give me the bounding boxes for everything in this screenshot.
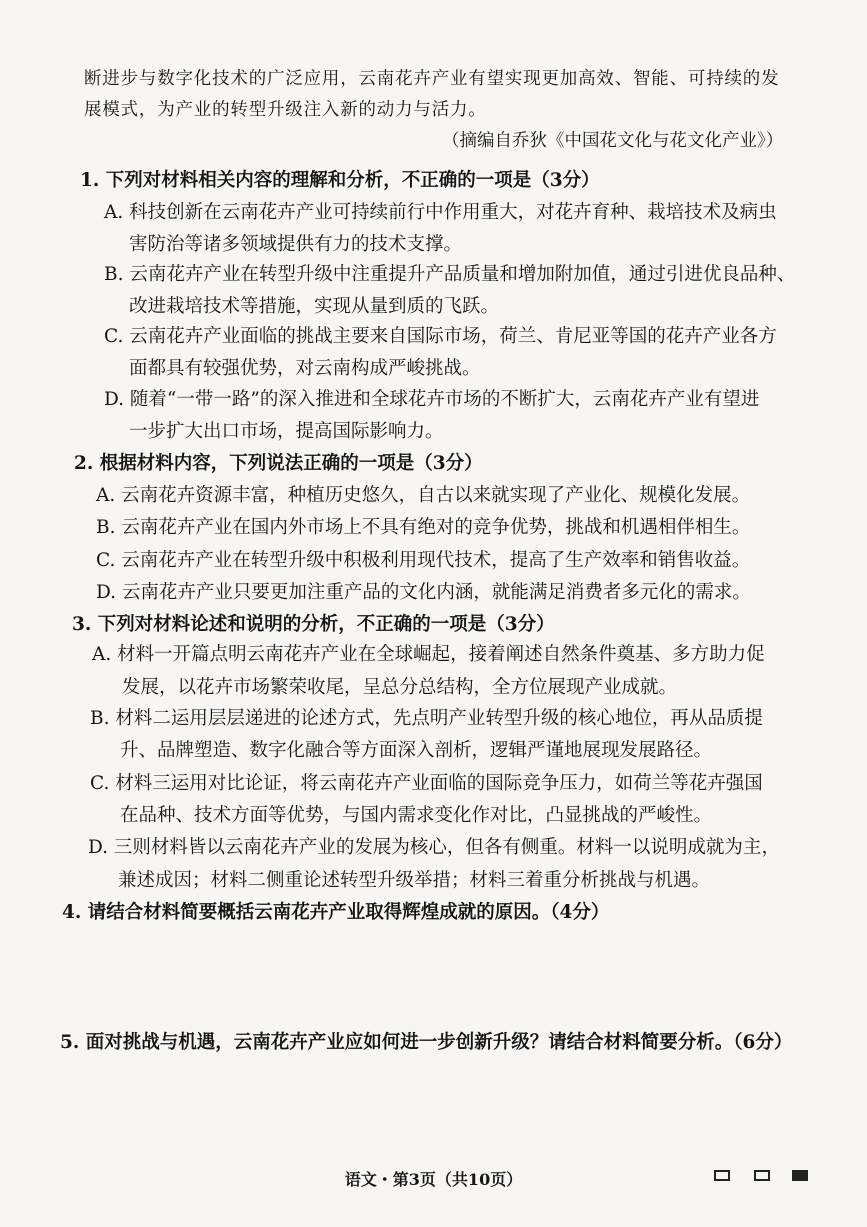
q2-option-d: D. 云南花卉产业只要更加注重产品的文化内涵，就能满足消费者多元化的需求。 (96, 582, 751, 603)
q1-option-a-line-1: A. 科技创新在云南花卉产业可持续前行中作用重大，对花卉育种、栽培技术及病虫 (104, 202, 777, 223)
question-2-stem: 2. 根据材料内容，下列说法正确的一项是（3分） (74, 453, 483, 474)
intro-line-2: 展模式，为产业的转型升级注入新的动力与活力。 (84, 100, 487, 120)
intro-line-1: 断进步与数字化技术的广泛应用，云南花卉产业有望实现更加高效、智能、可持续的发 (84, 69, 780, 89)
q1-option-c-line-1: C. 云南花卉产业面临的挑战主要来自国际市场，荷兰、肯尼亚等国的花卉产业各方 (104, 326, 777, 347)
q3-option-b-line-1: B. 材料二运用层层递进的论述方式，先点明产业转型升级的核心地位，再从品质提 (90, 708, 763, 729)
question-4-stem: 4. 请结合材料简要概括云南花卉产业取得辉煌成就的原因。（4分） (62, 902, 610, 923)
q1-option-b-line-2: 改进栽培技术等措施，实现从量到质的飞跃。 (129, 296, 500, 317)
q2-option-c: C. 云南花卉产业在转型升级中积极利用现代技术，提高了生产效率和销售收益。 (96, 550, 751, 571)
q3-option-d-line-1: D. 三则材料皆以云南花卉产业的发展为核心，但各有侧重。材料一以说明成就为主， (88, 837, 780, 858)
q3-option-b-line-2: 升、品牌塑造、数字化融合等方面深入剖析，逻辑严谨地展现发展路径。 (120, 740, 713, 761)
empty-box-icon (754, 1170, 770, 1181)
q1-option-a-line-2: 害防治等诸多领域提供有力的技术支撑。 (129, 234, 463, 255)
empty-box-icon (714, 1170, 730, 1181)
q1-option-d-line-1: D. 随着“一带一路”的深入推进和全球花卉市场的不断扩大，云南花卉产业有望进 (104, 389, 760, 410)
q3-option-a-line-1: A. 材料一开篇点明云南花卉产业在全球崛起，接着阐述自然条件奠基、多方助力促 (92, 644, 765, 665)
source-citation: （摘编自乔狄《中国花文化与花文化产业》） (442, 131, 784, 151)
question-1-stem: 1. 下列对材料相关内容的理解和分析，不正确的一项是（3分） (80, 170, 600, 191)
q3-option-c-line-1: C. 材料三运用对比论证，将云南花卉产业面临的国际竞争压力，如荷兰等花卉强国 (90, 773, 763, 794)
q1-option-b-line-1: B. 云南花卉产业在转型升级中注重提升产品质量和增加附加值，通过引进优良品种、 (104, 264, 796, 285)
q2-option-a: A. 云南花卉资源丰富，种植历史悠久，自古以来就实现了产业化、规模化发展。 (96, 485, 751, 506)
q3-option-a-line-2: 发展，以花卉市场繁荣收尾，呈总分总结构，全方位展现产业成就。 (122, 677, 678, 698)
filled-box-icon (792, 1170, 808, 1181)
question-3-stem: 3. 下列对材料论述和说明的分析，不正确的一项是（3分） (72, 614, 555, 635)
q3-option-c-line-2: 在品种、技术方面等优势，与国内需求变化作对比，凸显挑战的严峻性。 (120, 805, 713, 826)
question-5-stem: 5. 面对挑战与机遇，云南花卉产业应如何进一步创新升级？请结合材料简要分析。（6分） (60, 1032, 793, 1053)
page-footer: 语文・第3页（共10页） (344, 1170, 523, 1189)
q1-option-c-line-2: 面都具有较强优势，对云南构成严峻挑战。 (129, 358, 481, 379)
q3-option-d-line-2: 兼述成因；材料二侧重论述转型升级举措；材料三着重分析挑战与机遇。 (118, 870, 711, 891)
q2-option-b: B. 云南花卉产业在国内外市场上不具有绝对的竞争优势，挑战和机遇相伴相生。 (96, 517, 751, 538)
q1-option-d-line-2: 一步扩大出口市场，提高国际影响力。 (129, 421, 444, 442)
